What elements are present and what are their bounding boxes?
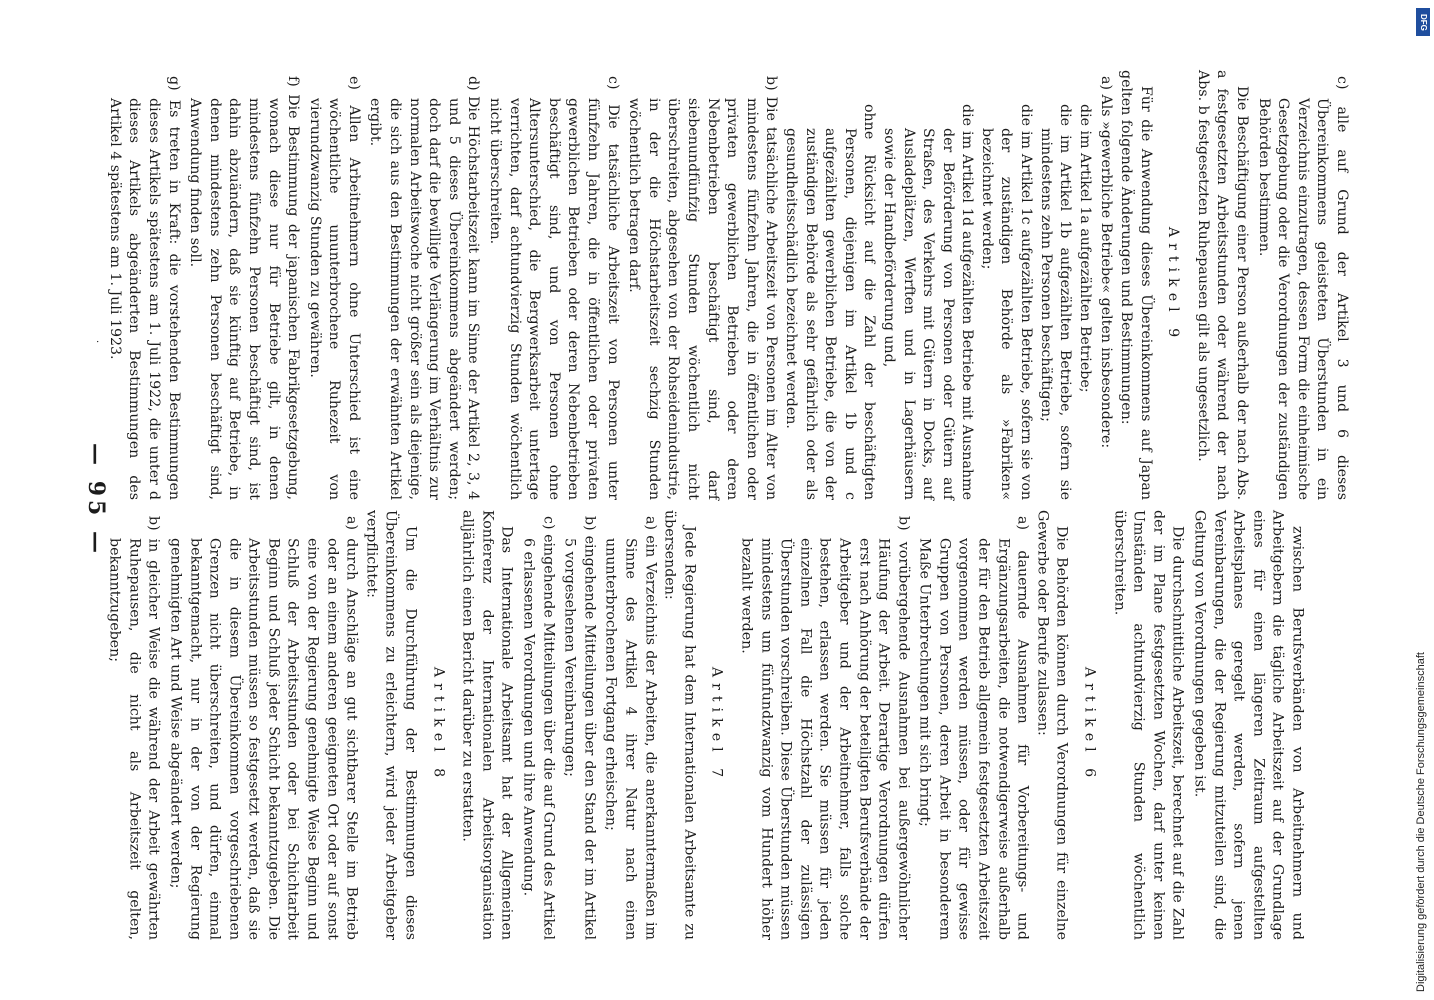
article-9-item-a: a) Als »gewerbliche Betriebe« gelten insbesondere:	[1098, 76, 1115, 449]
article-9-item-f: f) Die Bestimmung der japanischen Fabrikgesetzgebung, wonach diese nur für Betriebe gilt, in denen mindestens fünfzehn Personen beschäftigt sind, ist dahin abzuändern, daß sie künftig auf Betriebe, in denen mindestens zehn Personen beschäftigt sind, Anwendung finden soll.	[186, 76, 301, 501]
article-7-closing: Das Internationale Arbeitsamt hat der Allgemeinen Konferenz der Internationalen Arbeitsorganisation alljährlich einen Bericht darüber zu erstatten.	[459, 510, 515, 940]
intro-paragraph: zwischen Berufsverbänden von Arbeitnehmern und Arbeitgebern die tägliche Arbeitszeit auf der Grundlage eines für einen längeren Zeitraum aufgestellten Arbeitsplanes geregelt werden, sofern jenen Vereinbarungen, die der Regierung mitzuteilen sind, die Geltung von Verordnungen gegeben ist.	[1191, 510, 1306, 940]
article-7-item-c: c) eingehende Mitteilungen über die auf Grund des Artikel 6 erlassenen Verordnungen und ihre Anwendung.	[520, 516, 557, 940]
article-6-item-b: b) vorübergehende Ausnahmen bei außergewöhnlicher Häufung der Arbeit. Derartige Verordnungen dürfen erst nach Anhörung der beteiligten Berufsverbände der Arbeitgeber und der Arbeitnehmer, falls solche bestehen, erlassen werden. Sie müssen für jeden einzelnen Fall die Höchstzahl der zulässigen Überstunden vorschreiben. Diese Überstunden müssen mindestens um fünfundzwanzig vom Hundert höher bezahlt werden.	[738, 516, 912, 940]
article-8-item-a: a) durch Anschläge an gut sichtbarer Stelle im Betrieb oder an einem anderen geeigneten Ort oder auf sonst eine von der Regierung genehmigte Weise Beginn und Schluß der Arbeitsstunden oder bei Schichtarbeit Beginn und Schluß jeder Schicht bekanntzugeben. Die Arbeitsstunden müssen so festgesetzt werden, daß sie die in diesem Übereinkommen vorgeschriebenen Grenzen nicht überschreiten, und dürfen, einmal bekanntgemacht, nur in der von der Regierung genehmigten Art und Weise abgeändert werden;	[167, 516, 360, 940]
dfg-logo: DFG	[1416, 8, 1430, 36]
article-9-item-d: d) Die Höchstarbeitszeit kann im Sinne der Artikel 2, 3, 4 und 5 dieses Übereinkommens abgeändert werden; doch darf die bewilligte Verlängerung im Verhältnis zur normalen Arbeitswoche nicht größer sein als diejenige, die sich aus den Bestimmungen der erwähnten Artikel ergibt.	[367, 76, 482, 500]
intro-paragraph: Die durchschnittliche Arbeitszeit, berechnet auf die Zahl der im Plane festgesetzten Wochen, darf unter keinen Umständen achtundvierzig Stunden wöchentlich überschreiten.	[1111, 510, 1186, 940]
page-number: — 95 —	[83, 443, 109, 557]
article-8-item-b: b) in gleicher Weise die während der Arbeit gewährten Ruhepausen, die nicht als Arbeitszeit gelten, bekanntzugeben;	[106, 516, 162, 940]
article-6-lead: Die Behörden können durch Verordnungen für einzelne Gewerbe oder Berufe zulassen:	[1034, 510, 1070, 940]
article-7-heading: Artikel 7	[708, 666, 725, 784]
article-9-item-e: e) Allen Arbeitnehmern ohne Unterschied ist eine wöchentliche ununterbrochene Ruhezeit von vierundzwanzig Stunden zu gewähren.	[306, 76, 362, 501]
article-8-lead: Um die Durchführung der Bestimmungen dieses Übereinkommens zu erleichtern, wird jeder Arbeitgeber verpflichtet:	[363, 510, 419, 940]
article-9-item-c: c) Die tatsächliche Arbeitszeit von Personen unter fünfzehn Jahren, die in öffentlichen oder privaten gewerblichen Betrieben oder deren Nebenbetrieben beschäftigt sind, und von Personen ohne Altersunterschied, die Bergwerksarbeit untertage verrichten, darf achtundvierzig Stunden wöchentlich nicht überschreiten.	[486, 76, 621, 500]
article-6-heading: Artikel 6	[1081, 666, 1098, 784]
article-8-paragraph: Die Beschäftigung einer Person außerhalb der nach Abs. a festgesetzten Arbeitsstunden oder während der nach Abs. b festgesetzten Ruhepausen gilt als ungesetzlich.	[1194, 70, 1250, 500]
article-9-item-b: b) Die tatsächliche Arbeitszeit von Personen im Alter von mindestens fünfzehn Jahren, die in öffentlichen oder privaten gewerblichen Betrieben oder deren Nebenbetrieben beschäftigt sind, darf siebenundfünfzig Stunden wöchentlich nicht überschreiten, abgesehen von der Rohseidenindustrie, in der die Höchstarbeitszeit sechzig Stunden wöchentlich betragen darf.	[626, 76, 780, 500]
article-7-item-a: a) ein Verzeichnis der Arbeiten, die anerkanntermaßen im Sinne des Artikel 4 ihrer Natur nach einen ununterbrochenen Fortgang erheischen;	[602, 516, 659, 940]
article-8-heading: Artikel 8	[430, 666, 447, 784]
article-9-sub-item: die im Artikel 1b aufgezählten Betriebe, sofern sie mindestens zehn Personen beschäftigen;	[1037, 104, 1074, 500]
print-speck: ·	[91, 340, 102, 344]
article-9-sub-item: ohne Rücksicht auf die Zahl der beschäftigten Personen, diejenigen im Artikel 1b und c aufgezählten gewerblichen Betriebe, die von der zuständigen Behörde als sehr gefährlich oder als gesundheitsschädlich bezeichnet werden.	[782, 104, 878, 500]
article-9-sub-item: die im Artikel 1c aufgezählten Betriebe, sofern sie von der zuständigen Behörde als »Fabriken« bezeichnet werden;	[978, 104, 1034, 500]
digitization-footer	[1412, 0, 1434, 1000]
article-6-item-a: a) dauernde Ausnahmen für Vorbereitungs- und Ergänzungsarbeiten, die notwendigerweise außerhalb der für den Betrieb allgemein festgesetzten Arbeitszeit vorgenommen werden müssen, oder für gewisse Gruppen von Personen, deren Arbeit in besonderem Maße Unterbrechungen mit sich bringt;	[916, 516, 1031, 940]
article-9-lead: Für die Anwendung dieses Übereinkommens auf Japan gelten folgende Änderungen und Bestimmungen:	[1117, 70, 1154, 500]
article-8-item-c: c) alle auf Grund der Artikel 3 und 6 dieses Übereinkommens geleisteten Überstunden in ein Verzeichnis einzutragen, dessen Form die einheimische Gesetzgebung oder die Verordnungen der zuständigen Behörden bestimmen.	[1255, 76, 1350, 500]
article-9-sub-item: die im Artikel 1d aufgezählten Betriebe mit Ausnahme der Beförderung von Personen oder Gütern auf Straßen, des Verkehrs mit Gütern in Docks, auf Ausladeplätzen, Werften und in Lagerhäusern sowie der Handbeförderung und,	[880, 104, 976, 500]
article-7-item-b: b) eingehende Mitteilungen über den Stand der im Artikel 5 vorgesehenen Vereinbarungen;	[561, 516, 598, 940]
right-column	[104, 70, 1350, 501]
article-7-lead: Jede Regierung hat dem Internationalen Arbeitsamte zu übersenden:	[661, 510, 698, 940]
article-9-heading: Artikel 9	[1165, 226, 1182, 344]
dfg-credit-text: Digitalisierung gefördert durch die Deutsche Forschungsgemeinschaft	[1415, 652, 1427, 992]
article-9-item-g: g) Es treten in Kraft: die vorstehenden Bestimmungen dieses Artikels spätestens am 1. Juli 1922, die unter d dieses Artikels abgeänderten Bestimmungen des Artikel 4 spätestens am 1. Juli 1923.	[106, 76, 182, 501]
left-column	[104, 510, 1304, 940]
article-9-sub-item: die im Artikel 1a aufgezählten Betriebe;	[1076, 104, 1093, 393]
